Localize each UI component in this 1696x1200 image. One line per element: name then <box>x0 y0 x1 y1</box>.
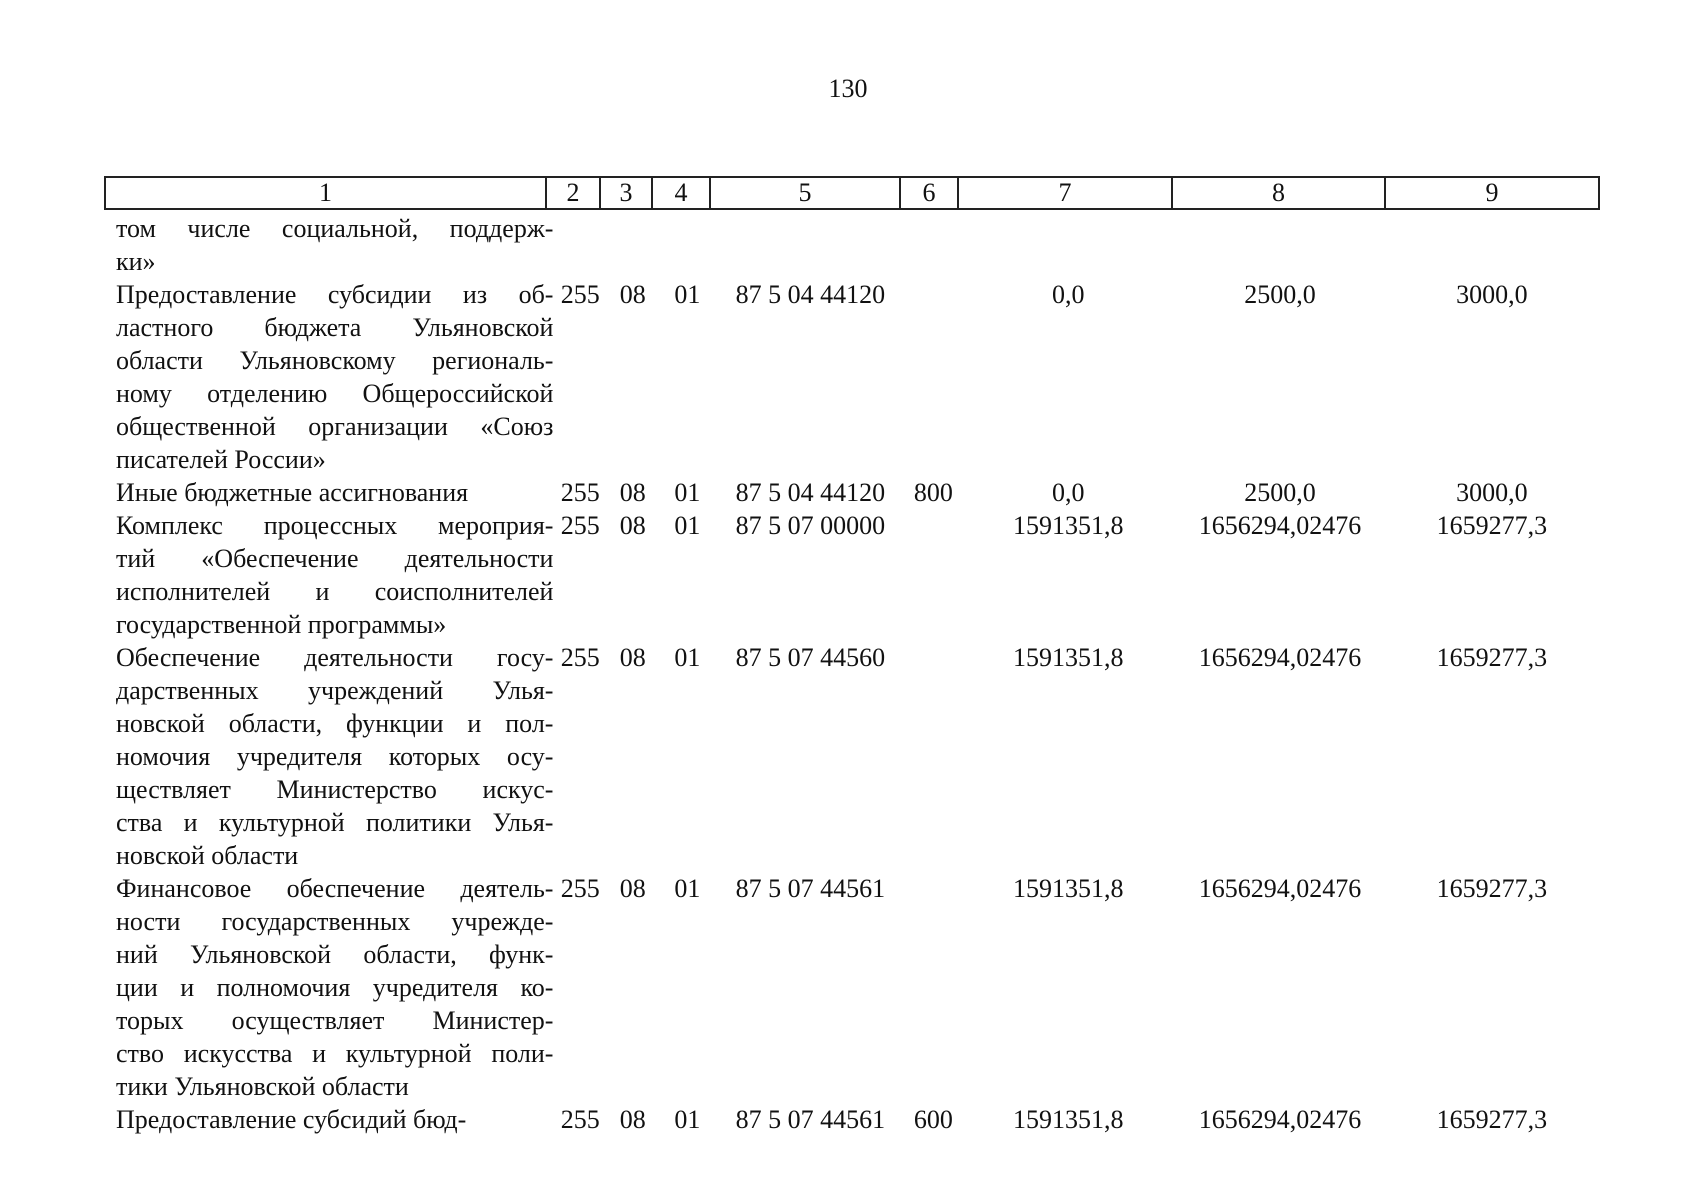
description-line: торых осуществляет Министер- <box>116 1006 554 1035</box>
target-article-cell: 87 5 07 44561 <box>735 1105 886 1134</box>
header-col-1: 1 <box>105 177 546 209</box>
amount-col8-cell: 1656294,02476 <box>1198 874 1362 903</box>
column-number-header <box>104 176 1600 210</box>
amount-col7-cell: 1591351,8 <box>1013 643 1124 672</box>
section-code-cell: 255 <box>560 643 600 672</box>
row-description <box>104 509 553 641</box>
subsection-code-cell: 01 <box>674 511 701 540</box>
row-description <box>104 278 553 476</box>
target-article-cell: 87 5 04 44120 <box>735 280 886 309</box>
amount-col7-cell: 1591351,8 <box>1013 1105 1124 1134</box>
description-line: Предоставление субсидии из об- <box>116 280 554 309</box>
table-row <box>104 872 1598 1103</box>
description-line: писателей России» <box>116 445 326 474</box>
amount-col8-cell: 2500,0 <box>1244 280 1316 309</box>
subsection-code-cell: 01 <box>674 1105 701 1134</box>
description-line: Предоставление субсидий бюд- <box>116 1105 467 1134</box>
description-line: новской области, функции и пол- <box>116 709 554 738</box>
chapter-code-cell: 08 <box>619 478 646 507</box>
section-code-cell: 255 <box>560 874 600 903</box>
description-line: новской области <box>116 841 299 870</box>
description-line: ки» <box>116 247 156 276</box>
header-col-7: 7 <box>958 177 1172 209</box>
description-line: тий «Обеспечение деятельности <box>116 544 554 573</box>
amount-col7-cell: 1591351,8 <box>1013 511 1124 540</box>
description-line: тики Ульяновской области <box>116 1072 409 1101</box>
row-description <box>104 1103 553 1136</box>
section-code-cell: 255 <box>560 280 600 309</box>
description-line: Иные бюджетные ассигнования <box>116 478 469 507</box>
expense-type-cell: 800 <box>913 478 953 507</box>
table-row <box>104 509 1598 641</box>
amount-col7-cell: 0,0 <box>1052 478 1085 507</box>
expense-type-cell: 600 <box>913 1105 953 1134</box>
amount-col7-cell: 0,0 <box>1052 280 1085 309</box>
amount-col9-cell: 3000,0 <box>1456 280 1528 309</box>
page-number: 130 <box>828 74 868 103</box>
description-line: государственной программы» <box>116 610 447 639</box>
budget-table-body <box>104 212 1598 1136</box>
description-line: ластного бюджета Ульяновской <box>116 313 554 342</box>
description-line: Обеспечение деятельности госу- <box>116 643 554 672</box>
description-line: ности государственных учрежде- <box>116 907 554 936</box>
amount-col8-cell: 1656294,02476 <box>1198 1105 1362 1134</box>
table-row <box>104 641 1598 872</box>
amount-col9-cell: 3000,0 <box>1456 478 1528 507</box>
target-article-cell: 87 5 07 44561 <box>735 874 886 903</box>
description-line: области Ульяновскому региональ- <box>116 346 554 375</box>
header-col-6: 6 <box>900 177 958 209</box>
description-line: ции и полномочия учредителя ко- <box>116 973 554 1002</box>
section-code-cell: 255 <box>560 511 600 540</box>
subsection-code-cell: 01 <box>674 643 701 672</box>
description-line: общественной организации «Союз <box>116 412 554 441</box>
chapter-code-cell: 08 <box>619 643 646 672</box>
amount-col9-cell: 1659277,3 <box>1436 511 1548 540</box>
amount-col8-cell: 2500,0 <box>1244 478 1316 507</box>
amount-col8-cell: 1656294,02476 <box>1198 643 1362 672</box>
target-article-cell: 87 5 07 00000 <box>735 511 886 540</box>
amount-col7-cell: 1591351,8 <box>1013 874 1124 903</box>
section-code-cell: 255 <box>560 478 600 507</box>
header-col-4: 4 <box>652 177 710 209</box>
target-article-cell: 87 5 04 44120 <box>735 478 886 507</box>
row-description <box>104 212 553 278</box>
description-line: дарственных учреждений Улья- <box>116 676 554 705</box>
amount-col9-cell: 1659277,3 <box>1436 874 1548 903</box>
row-description <box>104 641 553 872</box>
chapter-code-cell: 08 <box>619 874 646 903</box>
table-row <box>104 1103 1598 1136</box>
description-line: исполнителей и соисполнителей <box>116 577 554 606</box>
description-line: ство искусства и культурной поли- <box>116 1039 554 1068</box>
header-col-5: 5 <box>710 177 900 209</box>
description-line: ства и культурной политики Улья- <box>116 808 554 837</box>
table-row <box>104 278 1598 476</box>
description-line: ний Ульяновской области, функ- <box>116 940 554 969</box>
subsection-code-cell: 01 <box>674 280 701 309</box>
header-col-3: 3 <box>600 177 652 209</box>
subsection-code-cell: 01 <box>674 478 701 507</box>
header-col-2: 2 <box>546 177 600 209</box>
description-line: том числе социальной, поддерж- <box>116 214 554 243</box>
chapter-code-cell: 08 <box>619 511 646 540</box>
amount-col9-cell: 1659277,3 <box>1436 643 1548 672</box>
subsection-code-cell: 01 <box>674 874 701 903</box>
row-description <box>104 476 553 509</box>
row-description <box>104 872 553 1103</box>
chapter-code-cell: 08 <box>619 1105 646 1134</box>
table-row <box>104 476 1598 509</box>
header-col-9: 9 <box>1385 177 1599 209</box>
chapter-code-cell: 08 <box>619 280 646 309</box>
header-col-8: 8 <box>1172 177 1385 209</box>
target-article-cell: 87 5 07 44560 <box>735 643 886 672</box>
table-row <box>104 212 1598 278</box>
section-code-cell: 255 <box>560 1105 600 1134</box>
description-line: Комплекс процессных мероприя- <box>116 511 554 540</box>
description-line: ному отделению Общероссийской <box>116 379 554 408</box>
amount-col8-cell: 1656294,02476 <box>1198 511 1362 540</box>
description-line: ществляет Министерство искус- <box>116 775 554 804</box>
description-line: номочия учредителя которых осу- <box>116 742 554 771</box>
description-line: Финансовое обеспечение деятель- <box>116 874 554 903</box>
amount-col9-cell: 1659277,3 <box>1436 1105 1548 1134</box>
